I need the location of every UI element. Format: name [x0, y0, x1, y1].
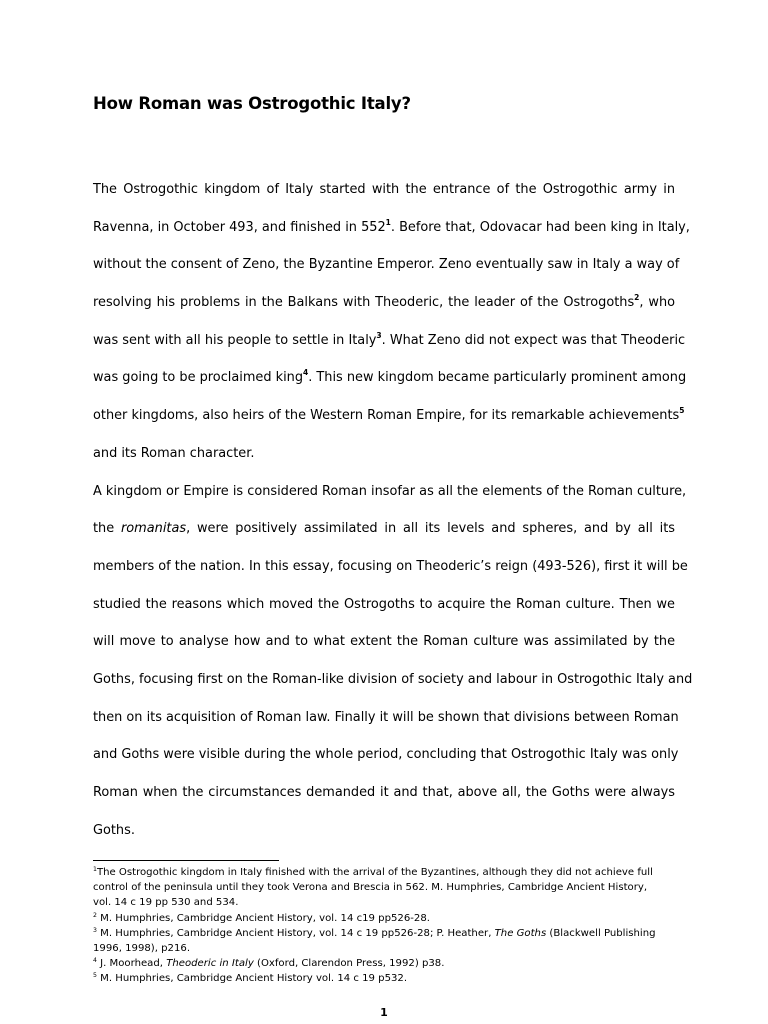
footnote-separator	[93, 860, 279, 861]
footnote-number: 3	[93, 926, 97, 934]
footnote-text: vol. 14 c 19 pp 530 and 534.	[93, 897, 239, 909]
footnote-text: M. Humphries, Cambridge Ancient History, vol. 14 c 19 pp526-28; P. Heather,	[96, 927, 495, 939]
footnote-text-cont: (Blackwell Publishing	[546, 927, 656, 939]
footnote-line	[93, 865, 675, 880]
text-line	[93, 818, 675, 856]
line-text: resolving his problems in the Balkans with Theoderic, the leader of the Ostrogoths	[93, 295, 635, 311]
footnote-ref: 5	[679, 406, 685, 416]
emphasis-text: romanitas	[121, 521, 187, 537]
text-line	[93, 328, 686, 366]
footnote-ref: 2	[634, 293, 640, 303]
line-text: will move to analyse how and to what extent the Roman culture was assimilated by the	[93, 634, 675, 650]
text-line	[93, 667, 693, 705]
text-line	[93, 629, 675, 667]
footnote-text: 1996, 1998), p216.	[93, 943, 191, 955]
line-text: members of the nation. In this essay, focusing on Theoderic’s reign (493-526), first it will be	[93, 558, 688, 574]
footnotes	[93, 865, 675, 987]
page-number: 1	[380, 1006, 388, 1019]
line-text-cont: . This new kingdom became particularly prominent among	[308, 370, 687, 386]
text-line	[93, 252, 680, 290]
footnote-line	[93, 911, 675, 926]
footnote-line	[93, 971, 675, 986]
footnote-line	[93, 926, 675, 941]
line-text-cont: . What Zeno did not expect was that Theoderic	[381, 332, 686, 348]
text-line	[93, 479, 687, 517]
text-line	[93, 554, 688, 592]
line-text: was going to be proclaimed king	[93, 370, 304, 386]
text-line	[93, 365, 687, 403]
footnote-ref: 1	[385, 217, 391, 227]
footnote-number: 1	[93, 866, 97, 873]
footnote-text: control of the peninsula until they took Verona and Brescia in 562. M. Humphries, Cambridge Ancient History,	[93, 882, 648, 894]
footnote-emphasis: Theoderic in Italy	[166, 958, 254, 970]
footnote-line	[93, 956, 675, 971]
line-text: A kingdom or Empire is considered Roman insofar as all the elements of the Roman culture,	[93, 483, 687, 499]
footnote-ref: 3	[376, 330, 382, 340]
line-text: the	[93, 521, 121, 537]
body-text	[93, 177, 693, 855]
line-text-cont: , were positively assimilated in all its levels and spheres, and by all its	[186, 521, 675, 537]
text-line	[93, 290, 675, 328]
footnote-line	[93, 895, 675, 910]
footnote-emphasis: The Goths	[494, 927, 547, 939]
footnote-text: The Ostrogothic kingdom in Italy finished with the arrival of the Byzantines, although they did not achieve full	[96, 867, 653, 878]
line-text: without the consent of Zeno, the Byzantine Emperor. Zeno eventually saw in Italy a way of	[93, 257, 680, 273]
document-title: How Roman was Ostrogothic Italy?	[93, 94, 411, 113]
line-text: Goths, focusing first on the Roman-like division of society and labour in Ostrogothic Italy and	[93, 671, 693, 687]
line-text: The Ostrogothic kingdom of Italy started with the entrance of the Ostrogothic army in	[93, 182, 675, 197]
footnote-line	[93, 941, 675, 956]
line-text: Ravenna, in October 493, and finished in 552	[93, 219, 386, 235]
text-line	[93, 177, 675, 215]
line-text-cont: . Before that, Odovacar had been king in Italy,	[390, 219, 690, 235]
text-line	[93, 592, 675, 630]
line-text: Roman when the circumstances demanded it and that, above all, the Goths were always	[93, 785, 675, 800]
footnote-text: M. Humphries, Cambridge Ancient History vol. 14 c 19 p532.	[96, 973, 408, 985]
text-line	[93, 705, 679, 743]
text-line	[93, 403, 685, 441]
footnote-number: 2	[93, 911, 97, 919]
text-line	[93, 742, 679, 780]
text-line	[93, 780, 675, 818]
footnote-text-cont: (Oxford, Clarendon Press, 1992) p38.	[253, 958, 445, 970]
footnote-line	[93, 880, 675, 895]
text-line	[93, 516, 675, 554]
line-text: studied the reasons which moved the Ostrogoths to acquire the Roman culture. Then we	[93, 596, 675, 612]
line-text: other kingdoms, also heirs of the Western Roman Empire, for its remarkable achievements	[93, 408, 680, 424]
footnote-number: 5	[93, 972, 97, 980]
text-line	[93, 441, 675, 479]
footnote-ref: 4	[303, 368, 309, 378]
text-line	[93, 215, 690, 253]
line-text: then on its acquisition of Roman law. Finally it will be shown that divisions between Roman	[93, 709, 679, 725]
footnote-number: 4	[93, 957, 97, 965]
line-text: was sent with all his people to settle in Italy	[93, 332, 377, 348]
line-text-cont: , who	[639, 295, 675, 311]
line-text: and Goths were visible during the whole period, concluding that Ostrogothic Italy was only	[93, 747, 679, 763]
footnote-text: M. Humphries, Cambridge Ancient History, vol. 14 c19 pp526-28.	[96, 912, 430, 924]
line-text: and its Roman character.	[93, 445, 255, 461]
footnote-text: J. Moorhead,	[96, 958, 167, 970]
line-text: Goths.	[93, 822, 135, 838]
